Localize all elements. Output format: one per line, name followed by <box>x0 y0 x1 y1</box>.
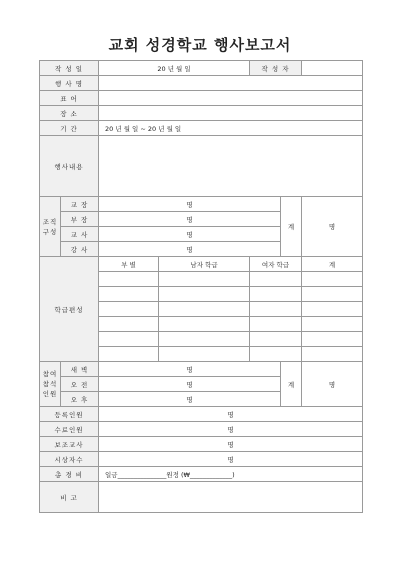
class-cell[interactable] <box>302 317 363 332</box>
row-theme <box>40 91 363 106</box>
class-cell[interactable] <box>99 332 159 347</box>
author-field[interactable] <box>302 61 363 76</box>
class-cell[interactable] <box>99 287 159 302</box>
class-cell[interactable] <box>159 332 250 347</box>
row-expense <box>40 467 363 482</box>
org-count[interactable]: 명 <box>99 197 281 212</box>
class-cell[interactable] <box>250 302 302 317</box>
class-cell[interactable] <box>99 272 159 287</box>
completed-field[interactable]: 명 <box>99 422 363 437</box>
class-cell[interactable] <box>302 332 363 347</box>
attend-count[interactable]: 명 <box>99 377 281 392</box>
class-cell[interactable] <box>159 302 250 317</box>
period-field[interactable]: 20 년 월 일 ~ 20 년 월 일 <box>99 121 363 136</box>
org-count[interactable]: 명 <box>99 242 281 257</box>
row-period <box>40 121 363 136</box>
row-completed <box>40 422 363 437</box>
org-total-label: 계 <box>281 197 302 257</box>
registered-field[interactable]: 명 <box>99 407 363 422</box>
org-count[interactable]: 명 <box>99 212 281 227</box>
place-field[interactable] <box>99 106 363 121</box>
org-label: 조직 구성 <box>40 197 61 257</box>
row-content <box>40 136 363 197</box>
org-role: 교 장 <box>61 197 99 212</box>
remarks-field[interactable] <box>99 482 363 513</box>
class-cell[interactable] <box>159 347 250 362</box>
class-cell[interactable] <box>250 332 302 347</box>
assistant-field[interactable]: 명 <box>99 437 363 452</box>
class-cell[interactable] <box>302 287 363 302</box>
attend-row <box>40 362 363 377</box>
class-cell[interactable] <box>250 287 302 302</box>
row-awards <box>40 452 363 467</box>
org-count[interactable]: 명 <box>99 227 281 242</box>
event-name-label: 행 사 명 <box>40 76 99 91</box>
org-total-field[interactable]: 명 <box>302 197 363 257</box>
awards-label: 시상자수 <box>40 452 99 467</box>
remarks-label: 비 고 <box>40 482 99 513</box>
row-remarks <box>40 482 363 513</box>
class-cell[interactable] <box>302 272 363 287</box>
theme-label: 표 어 <box>40 91 99 106</box>
row-date <box>40 61 363 76</box>
report-form <box>39 60 363 513</box>
author-label: 작 성 자 <box>250 61 302 76</box>
class-org-label: 학급편성 <box>40 257 99 362</box>
attend-session: 오 전 <box>61 377 99 392</box>
org-role: 부 장 <box>61 212 99 227</box>
event-name-field[interactable] <box>99 76 363 91</box>
row-assistant <box>40 437 363 452</box>
class-header: 부 별 <box>99 257 159 272</box>
date-label: 작 성 일 <box>40 61 99 76</box>
content-field[interactable] <box>99 136 363 197</box>
date-field[interactable]: 20 년 월 일 <box>99 61 250 76</box>
content-label: 행사내용 <box>40 136 99 197</box>
class-cell[interactable] <box>159 287 250 302</box>
class-cell[interactable] <box>99 302 159 317</box>
document-title: 교회 성경학교 행사보고서 <box>108 36 292 54</box>
class-cell[interactable] <box>302 347 363 362</box>
expense-field[interactable]: 일금_______________원정 (₩_____________) <box>99 467 363 482</box>
row-event-name <box>40 76 363 91</box>
attend-label: 참여 참석 인원 <box>40 362 61 407</box>
period-label: 기 간 <box>40 121 99 136</box>
class-cell[interactable] <box>99 317 159 332</box>
theme-field[interactable] <box>99 91 363 106</box>
org-row <box>40 197 363 212</box>
org-role: 강 사 <box>61 242 99 257</box>
row-place <box>40 106 363 121</box>
awards-field[interactable]: 명 <box>99 452 363 467</box>
attend-count[interactable]: 명 <box>99 392 281 407</box>
assistant-label: 보조교사 <box>40 437 99 452</box>
attend-count[interactable]: 명 <box>99 362 281 377</box>
org-role: 교 사 <box>61 227 99 242</box>
class-cell[interactable] <box>99 347 159 362</box>
class-header: 계 <box>302 257 363 272</box>
class-cell[interactable] <box>302 302 363 317</box>
class-header: 남자 학급 <box>159 257 250 272</box>
place-label: 장 소 <box>40 106 99 121</box>
class-cell[interactable] <box>250 317 302 332</box>
class-cell[interactable] <box>250 272 302 287</box>
class-header: 여자 학급 <box>250 257 302 272</box>
attend-session: 새 벽 <box>61 362 99 377</box>
class-cell[interactable] <box>159 317 250 332</box>
attend-total-field[interactable]: 명 <box>302 362 363 407</box>
registered-label: 등록인원 <box>40 407 99 422</box>
class-header-row <box>40 257 363 272</box>
expense-label: 총 경 비 <box>40 467 99 482</box>
attend-total-label: 계 <box>281 362 302 407</box>
completed-label: 수료인원 <box>40 422 99 437</box>
attend-session: 오 후 <box>61 392 99 407</box>
class-cell[interactable] <box>250 347 302 362</box>
class-cell[interactable] <box>159 272 250 287</box>
row-registered <box>40 407 363 422</box>
